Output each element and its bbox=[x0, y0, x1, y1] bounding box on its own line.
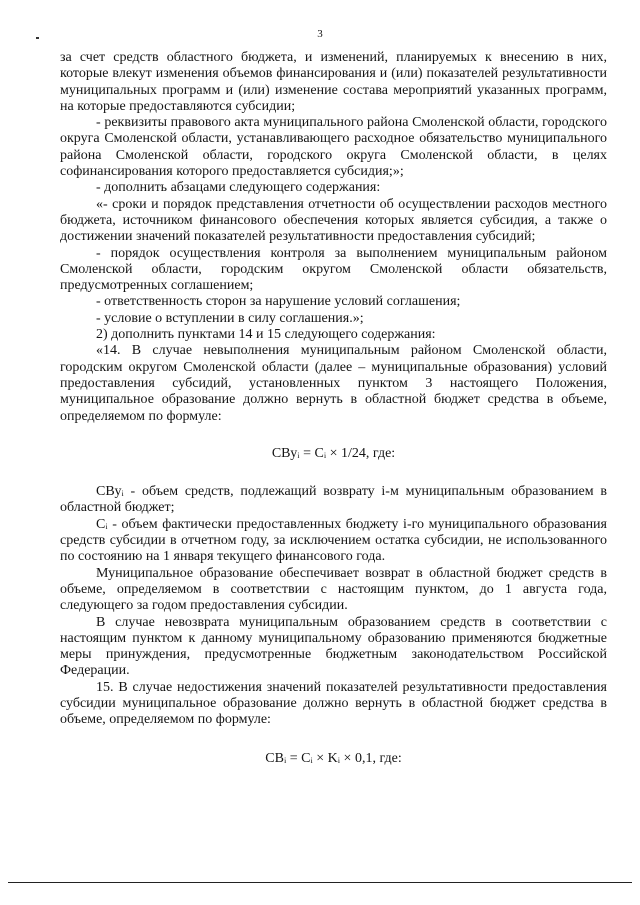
paragraph: В случае невозврата муниципальным образованием средств в соответствии с настоящим пунктом к данному муниципальному образованию применяются бюджетные меры принуждения, предусмотренные бюджетным законодательством Российской Федерации. bbox=[60, 614, 607, 679]
scan-speck bbox=[36, 37, 39, 39]
paragraph: Муниципальное образование обеспечивает возврат в областной бюджет средств в объеме, определяемом в соответствии с настоящим пунктом, до 1 августа года, следующего за годом предоставления субсидии. bbox=[60, 565, 607, 614]
paragraph: - порядок осуществления контроля за выполнением муниципальным районом Смоленской области, городским округом Смоленской области обязательств, предусмотренных соглашением; bbox=[60, 245, 607, 294]
document-body bbox=[60, 50, 607, 767]
footer-rule bbox=[8, 882, 632, 883]
paragraph: за счет средств областного бюджета, и изменений, планируемых к внесению в них, которые влекут изменения объемов финансирования и (или) показателей результативности муниципальных программ и (или) изменение состава мероприятий указанных программ, на которые предоставляются субсидии; bbox=[60, 50, 607, 114]
paragraph: - ответственность сторон за нарушение условий соглашения; bbox=[96, 294, 461, 310]
paragraph: - реквизиты правового акта муниципального района Смоленской области, городского округа Смоленской области, устанавливающего расходное обязательство муниципального района Смоленской области, городского округа Смоленской области, в целях софинансирования которого предоставляется субсидия;»; bbox=[60, 115, 607, 180]
paragraph: «- сроки и порядок представления отчетности об осуществлении расходов местного бюджета, источником финансового обеспечения которых является субсидия, а также о достижении значений показателей результативности предоставления субсидий; bbox=[60, 196, 607, 245]
paragraph: - условие о вступлении в силу соглашения.»; bbox=[96, 310, 364, 326]
page-number: 3 bbox=[317, 28, 323, 40]
paragraph: Cᵢ - объем фактически предоставленных бюджету i-го муниципального образования средств субсидии в отчетном году, за исключением остатка субсидии, не использованного по состоянию на 1 января текущего финансового года. bbox=[60, 516, 607, 565]
paragraph: СВуᵢ - объем средств, подлежащий возврату i-м муниципальным образованием в областной бюджет; bbox=[60, 484, 607, 516]
paragraph: 15. В случае недостижения значений показателей результативности предоставления субсидии муниципальное образование должно вернуть в областной бюджет средства в объеме, определяемом по формуле: bbox=[60, 679, 607, 728]
formula: СВᵢ = Cᵢ × Kᵢ × 0,1, где: bbox=[265, 750, 402, 766]
paragraph: «14. В случае невыполнения муниципальным районом Смоленской области, городским округом Смоленской области (далее – муниципальные образования) условий предоставления субсидий, установленных пунктом 3 настоящего Положения, муниципальное образование должно вернуть в областной бюджет средства в объеме, определяемом по формуле: bbox=[60, 343, 607, 424]
paragraph: 2) дополнить пунктами 14 и 15 следующего содержания: bbox=[96, 327, 436, 343]
formula: СВуᵢ = Cᵢ × 1/24, где: bbox=[271, 445, 396, 461]
paragraph: - дополнить абзацами следующего содержания: bbox=[96, 180, 381, 196]
